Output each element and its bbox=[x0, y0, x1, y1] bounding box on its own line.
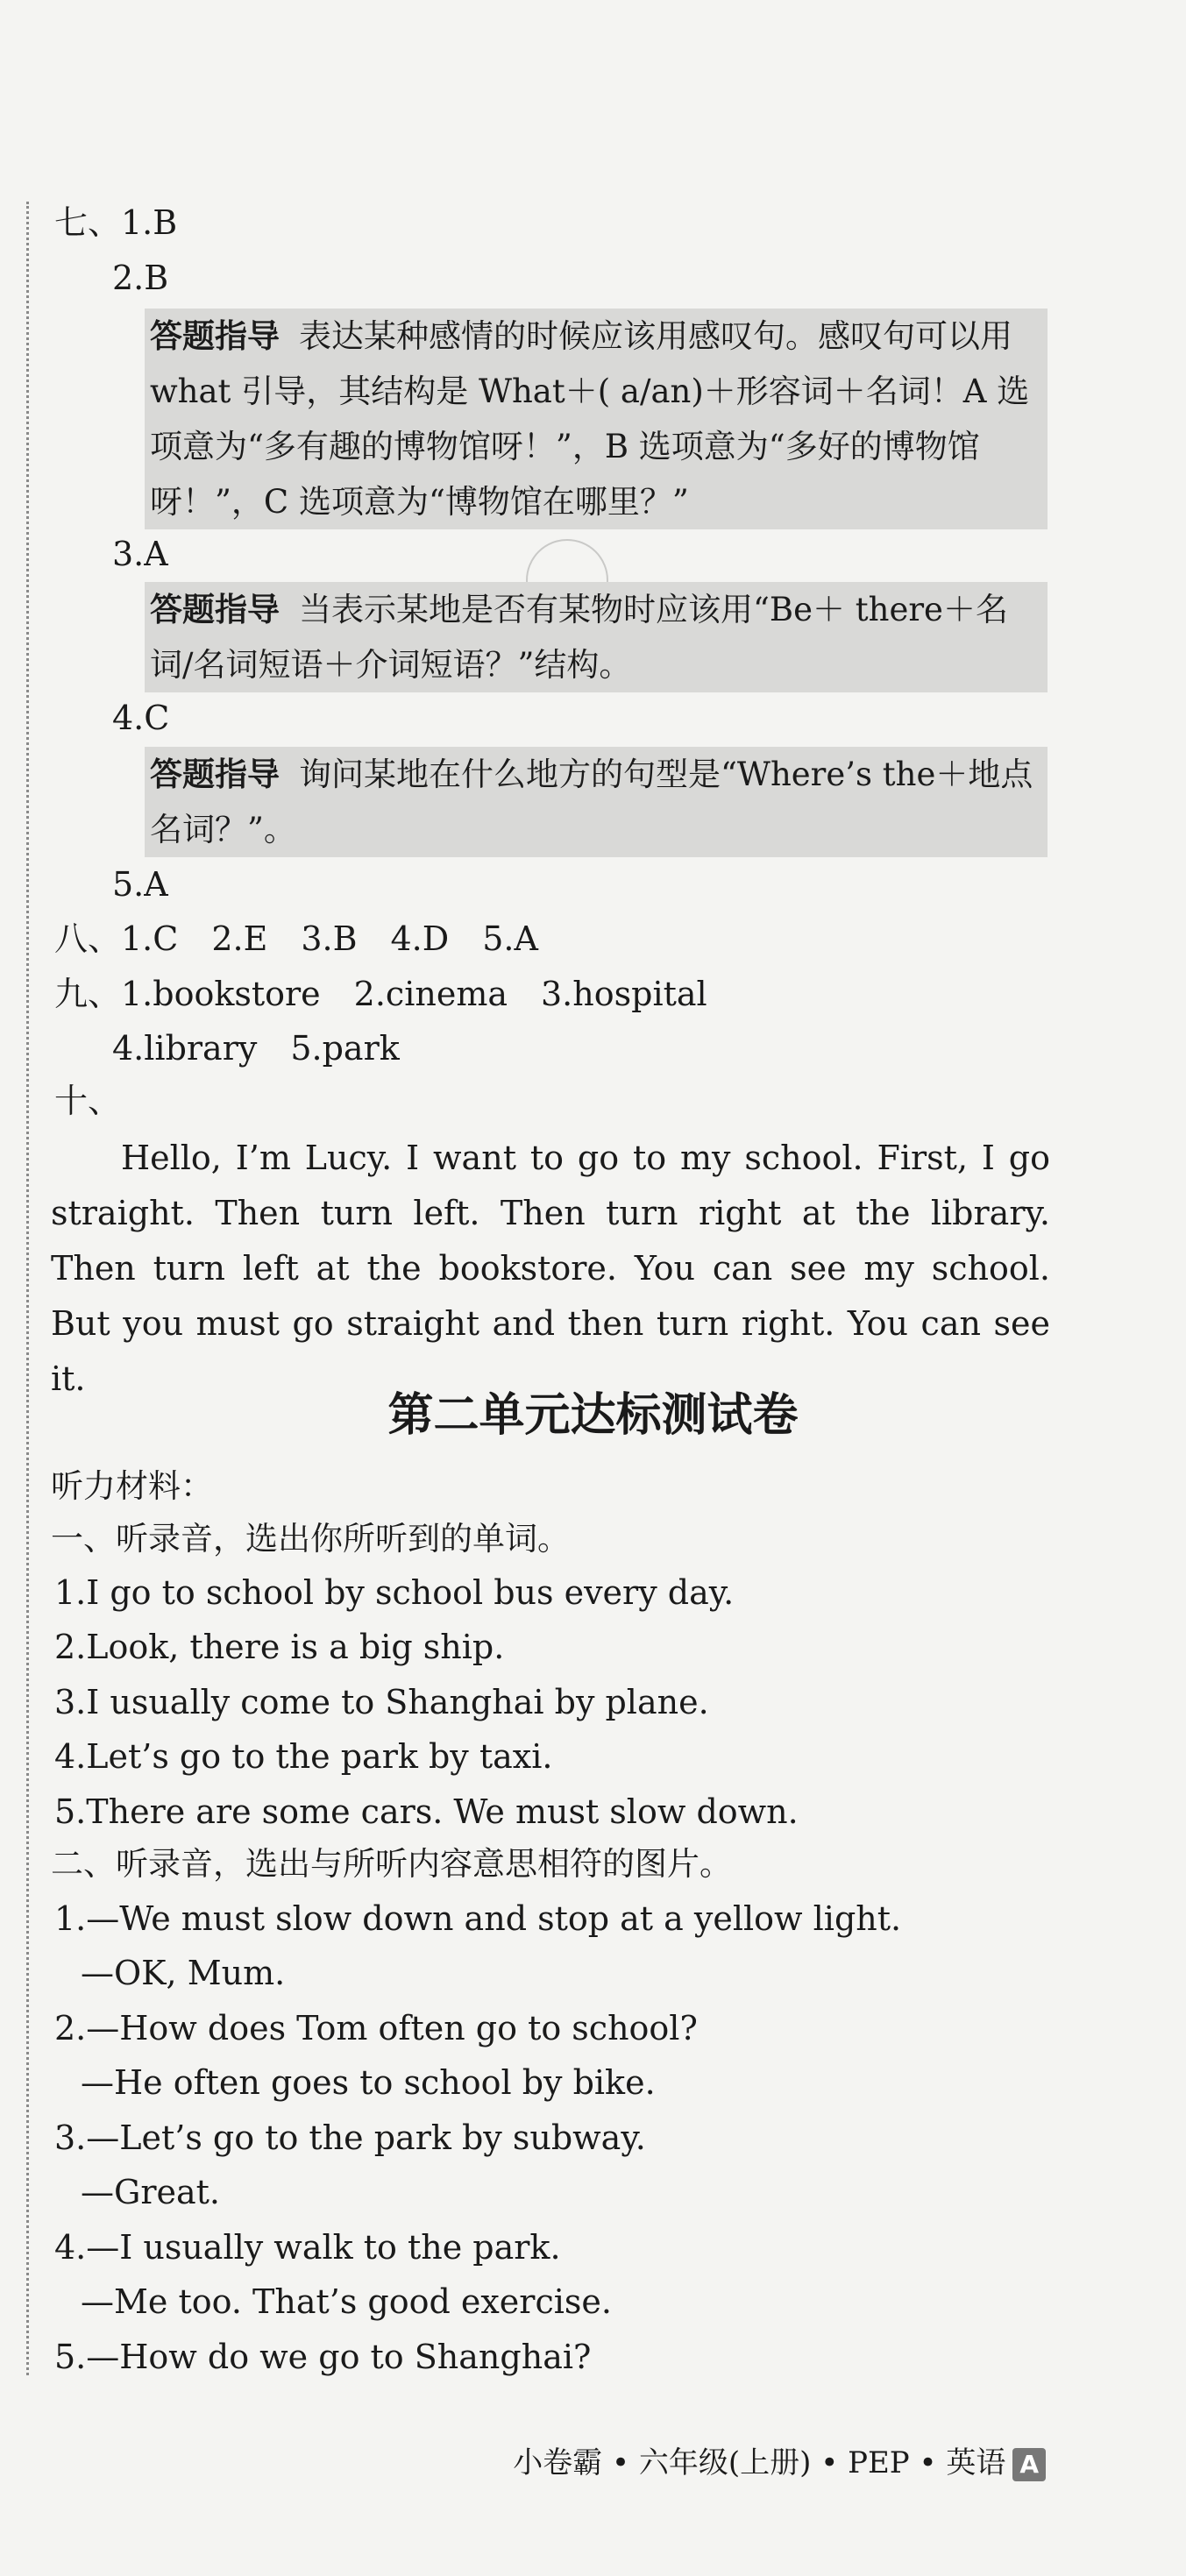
guide-text: 当表示某地是否有某物时应该用“Be＋ there＋名词/名词短语＋介词短语？”结构。 bbox=[150, 591, 1008, 684]
part1-item-3: 3.I usually come to Shanghai by plane. bbox=[54, 1683, 709, 1721]
sec7-q2: 2.B bbox=[112, 259, 169, 297]
page-footer bbox=[513, 2441, 1046, 2485]
part2-line-4: —He often goes to school by bike. bbox=[81, 2063, 656, 2102]
answer-guide-4 bbox=[145, 747, 1048, 857]
sec9-answers-1: 九、1.bookstore 2.cinema 3.hospital bbox=[54, 975, 707, 1013]
part1-item-1: 1.I go to school by school bus every day. bbox=[54, 1573, 735, 1612]
sec8-answers: 八、1.C 2.E 3.B 4.D 5.A bbox=[54, 919, 538, 958]
part2-line-7: 4.—I usually walk to the park. bbox=[54, 2228, 561, 2267]
guide-tag: 答题指导 bbox=[150, 591, 280, 628]
guide-tag: 答题指导 bbox=[150, 756, 280, 793]
footer-text: 小卷霸 • 六年级(上册) • PEP • 英语 bbox=[513, 2445, 1006, 2480]
unit-title: 第二单元达标测试卷 bbox=[387, 1389, 799, 1442]
part1-heading: 一、听录音，选出你所听到的单词。 bbox=[51, 1520, 570, 1558]
sec10-passage: Hello, I’m Lucy. I want to go to my school. First, I go straight. Then turn left. Then turn right at the library. Then turn left at the bookstore. You can see my school. But you must go straight and then turn right. You can see it. bbox=[51, 1139, 1050, 1398]
sec10-label: 十、 bbox=[54, 1082, 122, 1120]
part2-line-9: 5.—How do we go to Shanghai? bbox=[54, 2338, 592, 2376]
part2-line-2: —OK, Mum. bbox=[81, 1954, 286, 1992]
listening-label: 听力材料： bbox=[51, 1467, 213, 1505]
guide-text: 询问某地在什么地方的句型是“Where’s the＋地点名词？”。 bbox=[150, 756, 1033, 848]
part1-item-2: 2.Look, there is a big ship. bbox=[54, 1628, 505, 1666]
part2-heading: 二、听录音，选出与所听内容意思相符的图片。 bbox=[51, 1845, 732, 1883]
part2-line-5: 3.—Let’s go to the park by subway. bbox=[54, 2118, 646, 2157]
part1-item-4: 4.Let’s go to the park by taxi. bbox=[54, 1737, 553, 1776]
sec9-answers-2: 4.library 5.park bbox=[112, 1029, 400, 1068]
guide-tag: 答题指导 bbox=[150, 317, 280, 355]
guide-text: 表达某种感情的时候应该用感叹句。感叹句可以用 what 引导，其结构是 What＋( a/an)＋形容词＋名词！A 选项意为“多有趣的博物馆呀！”，B 选项意为“多好的博物馆呀！”，C 选项意为“博物馆在哪里？” bbox=[150, 317, 1030, 521]
part2-line-3: 2.—How does Tom often go to school? bbox=[54, 2009, 698, 2047]
part2-line-6: —Great. bbox=[81, 2173, 221, 2211]
answer-guide-2 bbox=[145, 309, 1048, 529]
answer-guide-3 bbox=[145, 582, 1048, 692]
part2-line-1: 1.—We must slow down and stop at a yellow light. bbox=[54, 1899, 902, 1938]
binding-margin bbox=[26, 202, 29, 2375]
edition-badge: A bbox=[1012, 2448, 1046, 2481]
sec7-q5: 5.A bbox=[112, 865, 168, 904]
part1-item-5: 5.There are some cars. We must slow down. bbox=[54, 1792, 799, 1831]
part2-line-8: —Me too. That’s good exercise. bbox=[81, 2282, 612, 2321]
sec7-q1: 七、1.B bbox=[54, 203, 178, 242]
sec7-q3: 3.A bbox=[112, 535, 168, 573]
sec7-q4: 4.C bbox=[112, 699, 170, 737]
